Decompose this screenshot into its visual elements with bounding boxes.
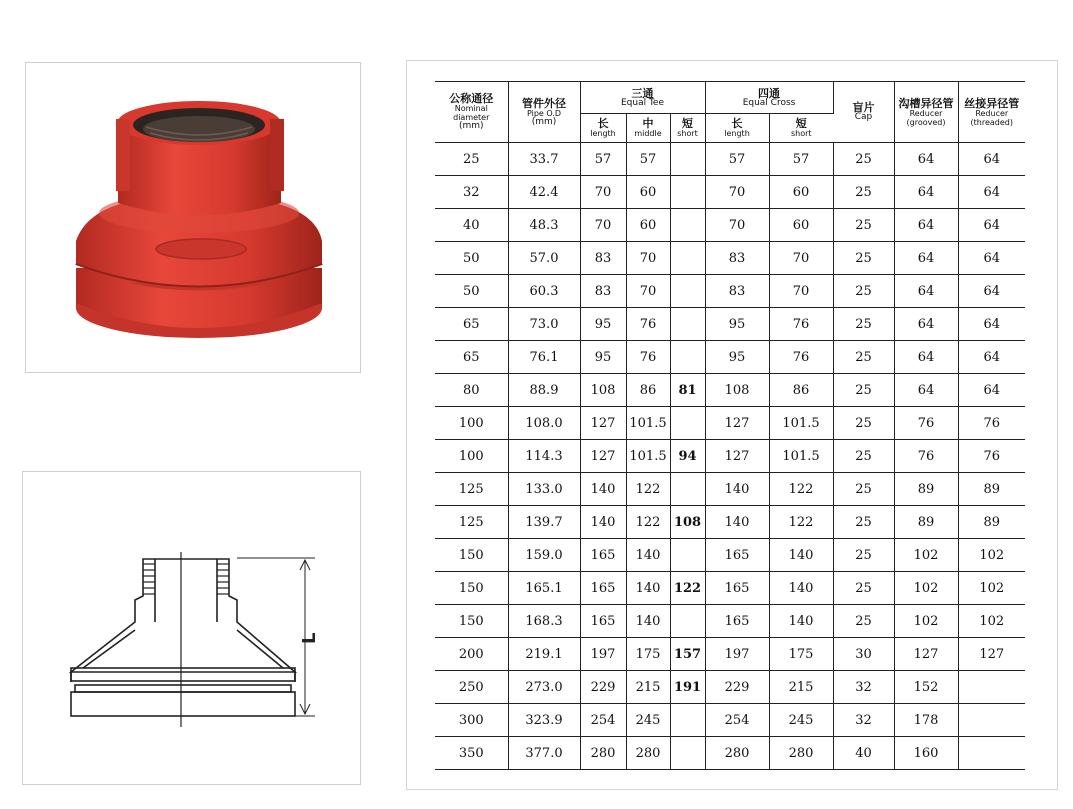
dimension-label: L [299, 632, 320, 644]
table-cell: 165 [580, 539, 626, 572]
table-cell: 70 [705, 209, 769, 242]
table-cell: 197 [580, 638, 626, 671]
table-cell: 150 [435, 572, 508, 605]
table-row [435, 704, 1025, 737]
table-cell: 25 [833, 374, 894, 407]
table-cell: 140 [580, 473, 626, 506]
table-cell: 86 [626, 374, 670, 407]
table-cell: 83 [705, 275, 769, 308]
table-cell [958, 737, 1025, 770]
table-cell: 127 [705, 440, 769, 473]
table-cell: 64 [894, 143, 958, 176]
table-cell: 25 [833, 176, 894, 209]
table-cell: 165 [705, 605, 769, 638]
table-cell: 89 [958, 473, 1025, 506]
table-cell: 86 [769, 374, 833, 407]
table-cell: 168.3 [508, 605, 580, 638]
table-cell: 140 [769, 605, 833, 638]
table-cell: 76 [626, 341, 670, 374]
table-cell: 95 [580, 341, 626, 374]
table-cell: 95 [705, 308, 769, 341]
table-cell: 127 [705, 407, 769, 440]
table-cell: 83 [580, 275, 626, 308]
table-cell: 175 [769, 638, 833, 671]
table-row [435, 572, 1025, 605]
table-cell: 122 [769, 506, 833, 539]
table-cell [670, 143, 705, 176]
table-cell: 200 [435, 638, 508, 671]
table-cell: 64 [894, 176, 958, 209]
table-cell: 175 [626, 638, 670, 671]
reducer-section-drawing [23, 472, 360, 784]
table-cell: 64 [958, 308, 1025, 341]
header-nominal-diameter: 公称通径 Nominal diameter (mm) [435, 82, 508, 143]
table-cell: 102 [894, 539, 958, 572]
table-row [435, 308, 1025, 341]
table-cell: 101.5 [626, 440, 670, 473]
table-row [435, 242, 1025, 275]
header-cross-length: 长 length [705, 114, 769, 143]
table-cell: 76 [958, 440, 1025, 473]
table-cell: 89 [958, 506, 1025, 539]
table-cell: 150 [435, 539, 508, 572]
table-cell: 125 [435, 473, 508, 506]
table-cell: 280 [769, 737, 833, 770]
table-cell [670, 737, 705, 770]
header-reducer-threaded: 丝接异径管 Reducer (threaded) [958, 82, 1025, 143]
table-cell: 100 [435, 407, 508, 440]
table-cell: 95 [580, 308, 626, 341]
header-pipe-od: 管件外径 Pipe O.D (mm) [508, 82, 580, 143]
table-cell: 64 [958, 374, 1025, 407]
table-cell: 89 [894, 473, 958, 506]
table-cell: 140 [626, 572, 670, 605]
table-cell: 60.3 [508, 275, 580, 308]
table-cell: 229 [705, 671, 769, 704]
table-cell [670, 275, 705, 308]
table-row [435, 440, 1025, 473]
table-cell: 219.1 [508, 638, 580, 671]
table-cell: 102 [894, 605, 958, 638]
table-cell: 60 [626, 176, 670, 209]
table-cell: 32 [833, 671, 894, 704]
table-cell: 102 [958, 605, 1025, 638]
table-cell: 50 [435, 275, 508, 308]
table-row [435, 539, 1025, 572]
table-cell [670, 308, 705, 341]
table-cell: 57 [626, 143, 670, 176]
table-cell: 139.7 [508, 506, 580, 539]
table-cell: 70 [705, 176, 769, 209]
table-cell: 70 [626, 242, 670, 275]
table-cell: 64 [894, 308, 958, 341]
table-cell: 215 [626, 671, 670, 704]
table-row [435, 407, 1025, 440]
table-cell: 25 [833, 407, 894, 440]
table-cell: 57 [580, 143, 626, 176]
table-cell: 64 [894, 209, 958, 242]
table-cell: 25 [833, 143, 894, 176]
table-cell: 60 [769, 209, 833, 242]
table-row [435, 341, 1025, 374]
table-cell: 157 [670, 638, 705, 671]
table-cell: 114.3 [508, 440, 580, 473]
table-cell: 25 [833, 572, 894, 605]
table-cell: 254 [705, 704, 769, 737]
table-cell: 25 [833, 506, 894, 539]
table-cell: 64 [894, 242, 958, 275]
table-body [435, 143, 1025, 770]
table-cell: 25 [833, 308, 894, 341]
table-cell: 64 [958, 341, 1025, 374]
table-cell: 133.0 [508, 473, 580, 506]
table-cell: 254 [580, 704, 626, 737]
table-cell: 108 [580, 374, 626, 407]
table-cell [670, 209, 705, 242]
header-tee-middle: 中 middle [626, 114, 670, 143]
table-cell: 140 [769, 572, 833, 605]
table-cell: 25 [435, 143, 508, 176]
reducer-fitting-photo [26, 63, 360, 372]
product-photo-frame [25, 62, 361, 373]
table-cell: 65 [435, 341, 508, 374]
table-cell: 25 [833, 209, 894, 242]
table-cell: 76 [958, 407, 1025, 440]
table-row [435, 506, 1025, 539]
table-row [435, 374, 1025, 407]
table-cell: 108 [670, 506, 705, 539]
table-cell: 40 [435, 209, 508, 242]
table-cell: 122 [769, 473, 833, 506]
table-row [435, 638, 1025, 671]
table-cell [670, 605, 705, 638]
table-cell: 165 [580, 572, 626, 605]
table-cell: 88.9 [508, 374, 580, 407]
table-row [435, 671, 1025, 704]
table-cell: 25 [833, 605, 894, 638]
table-cell: 101.5 [626, 407, 670, 440]
table-cell: 165.1 [508, 572, 580, 605]
table-cell: 73.0 [508, 308, 580, 341]
table-cell: 64 [958, 209, 1025, 242]
table-cell: 83 [705, 242, 769, 275]
table-cell: 57 [705, 143, 769, 176]
table-row [435, 605, 1025, 638]
table-row [435, 209, 1025, 242]
technical-drawing-frame [22, 471, 361, 785]
table-cell: 76 [626, 308, 670, 341]
header-equal-tee: 三通 Equal Tee [580, 82, 705, 114]
table-cell: 32 [833, 704, 894, 737]
table-cell: 127 [580, 407, 626, 440]
table-cell: 280 [705, 737, 769, 770]
table-cell: 64 [894, 374, 958, 407]
table-row [435, 473, 1025, 506]
table-cell: 101.5 [769, 407, 833, 440]
table-cell: 70 [769, 275, 833, 308]
table-cell: 64 [958, 143, 1025, 176]
table-cell: 101.5 [769, 440, 833, 473]
table-cell [958, 704, 1025, 737]
table-cell: 250 [435, 671, 508, 704]
table-cell: 60 [769, 176, 833, 209]
table-cell: 245 [769, 704, 833, 737]
table-cell: 50 [435, 242, 508, 275]
table-cell: 60 [626, 209, 670, 242]
table-cell: 125 [435, 506, 508, 539]
table-cell: 159.0 [508, 539, 580, 572]
table-cell: 64 [958, 176, 1025, 209]
table-cell: 280 [626, 737, 670, 770]
header-tee-length: 长 length [580, 114, 626, 143]
table-cell: 42.4 [508, 176, 580, 209]
table-row [435, 176, 1025, 209]
table-cell: 25 [833, 539, 894, 572]
table-cell: 122 [670, 572, 705, 605]
table-cell [670, 407, 705, 440]
table-cell: 152 [894, 671, 958, 704]
table-cell: 76 [894, 407, 958, 440]
table-cell: 165 [705, 572, 769, 605]
table-cell: 102 [894, 572, 958, 605]
table-cell [670, 473, 705, 506]
header-equal-cross: 四通 Equal Cross [705, 82, 833, 114]
table-cell: 150 [435, 605, 508, 638]
table-cell: 94 [670, 440, 705, 473]
table-cell: 300 [435, 704, 508, 737]
table-cell: 140 [705, 473, 769, 506]
header-cap: 盲片 Cap [833, 82, 894, 143]
table-cell: 76.1 [508, 341, 580, 374]
table-cell: 245 [626, 704, 670, 737]
table-cell [670, 341, 705, 374]
table-cell: 280 [580, 737, 626, 770]
table-cell: 70 [626, 275, 670, 308]
table-cell: 81 [670, 374, 705, 407]
table-cell: 273.0 [508, 671, 580, 704]
table-cell: 40 [833, 737, 894, 770]
table-cell: 140 [769, 539, 833, 572]
table-cell: 140 [626, 539, 670, 572]
table-cell: 64 [958, 275, 1025, 308]
table-cell: 83 [580, 242, 626, 275]
table-cell: 65 [435, 308, 508, 341]
table-cell: 140 [626, 605, 670, 638]
table-cell: 178 [894, 704, 958, 737]
table-cell: 70 [769, 242, 833, 275]
table-cell: 122 [626, 473, 670, 506]
table-cell: 25 [833, 242, 894, 275]
table-cell [670, 539, 705, 572]
table-cell: 57.0 [508, 242, 580, 275]
table-cell: 197 [705, 638, 769, 671]
table-cell: 108.0 [508, 407, 580, 440]
table-cell: 377.0 [508, 737, 580, 770]
table-cell [958, 671, 1025, 704]
table-cell: 33.7 [508, 143, 580, 176]
table-cell: 80 [435, 374, 508, 407]
spec-table-frame [406, 60, 1058, 790]
table-cell: 25 [833, 341, 894, 374]
table-cell: 64 [894, 275, 958, 308]
table-cell: 323.9 [508, 704, 580, 737]
table-cell: 48.3 [508, 209, 580, 242]
table-cell: 30 [833, 638, 894, 671]
table-cell: 102 [958, 539, 1025, 572]
table-cell: 64 [894, 341, 958, 374]
table-cell [670, 176, 705, 209]
table-cell: 70 [580, 209, 626, 242]
table-cell: 127 [580, 440, 626, 473]
table-cell: 89 [894, 506, 958, 539]
dimension-table [435, 81, 1025, 770]
table-cell: 191 [670, 671, 705, 704]
table-cell: 76 [769, 341, 833, 374]
table-cell: 32 [435, 176, 508, 209]
table-cell: 102 [958, 572, 1025, 605]
table-cell: 165 [580, 605, 626, 638]
table-cell: 140 [580, 506, 626, 539]
table-cell: 64 [958, 242, 1025, 275]
table-cell: 140 [705, 506, 769, 539]
table-cell: 70 [580, 176, 626, 209]
table-cell: 160 [894, 737, 958, 770]
table-cell [670, 704, 705, 737]
table-cell: 350 [435, 737, 508, 770]
table-cell: 25 [833, 275, 894, 308]
table-cell [670, 242, 705, 275]
table-cell: 57 [769, 143, 833, 176]
table-row [435, 143, 1025, 176]
table-cell: 76 [894, 440, 958, 473]
table-row [435, 275, 1025, 308]
table-cell: 25 [833, 473, 894, 506]
table-cell: 215 [769, 671, 833, 704]
table-cell: 122 [626, 506, 670, 539]
header-reducer-grooved: 沟槽异径管 Reducer (grooved) [894, 82, 958, 143]
table-cell: 165 [705, 539, 769, 572]
table-cell: 127 [958, 638, 1025, 671]
header-tee-short: 短 short [670, 114, 705, 143]
table-cell: 229 [580, 671, 626, 704]
table-cell: 95 [705, 341, 769, 374]
table-row [435, 737, 1025, 770]
header-cross-short: 短 short [769, 114, 833, 143]
table-cell: 76 [769, 308, 833, 341]
table-cell: 108 [705, 374, 769, 407]
table-cell: 100 [435, 440, 508, 473]
table-cell: 127 [894, 638, 958, 671]
table-cell: 25 [833, 440, 894, 473]
